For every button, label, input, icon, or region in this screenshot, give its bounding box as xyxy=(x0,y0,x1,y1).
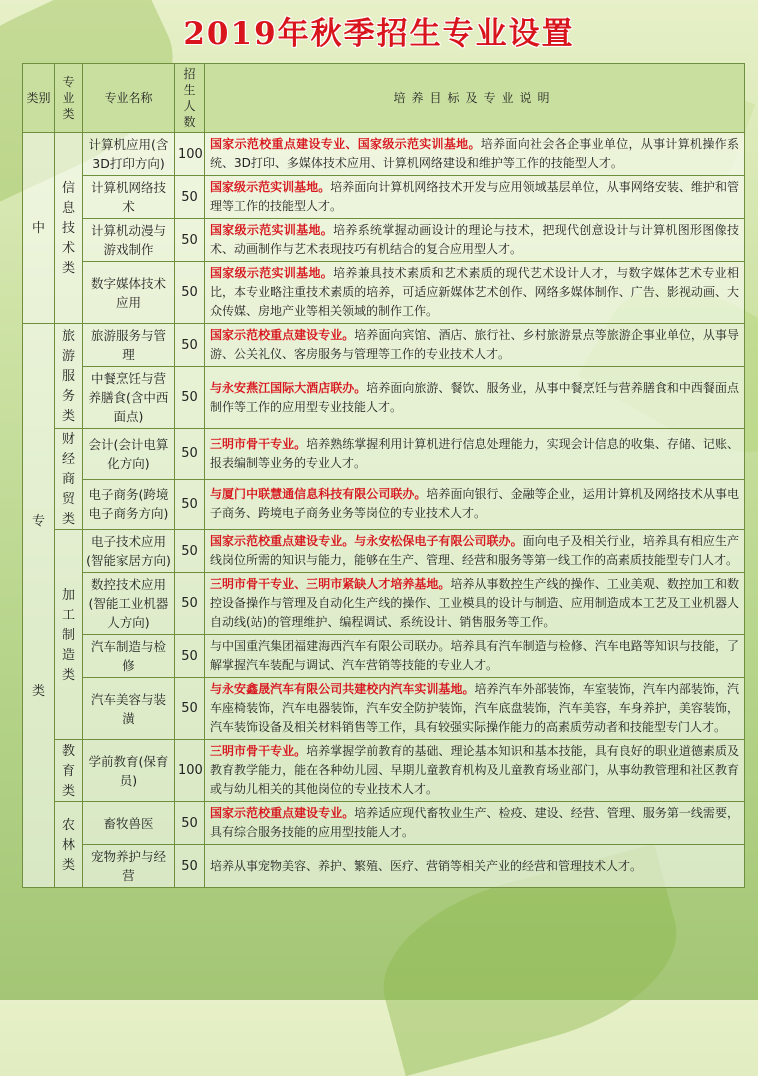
group-info-tech: 信息技术类 xyxy=(55,133,83,324)
enrollment-count: 50 xyxy=(175,176,205,219)
table-row xyxy=(23,530,745,573)
major-description: 与永安鑫晟汽车有限公司共建校内汽车实训基地。培养汽车外部装饰，车室装饰，汽车内部装饰，汽车座椅装饰，汽车电器装饰，汽车安全防护装饰，汽车底盘装饰，汽车美容，车身养护，美容装饰，汽车装饰设备及相关材料销售等工作，具有较强实际操作能力的高素质劳动者和技能型专门人才。 xyxy=(205,678,745,740)
table-row xyxy=(23,479,745,530)
major-description: 国家级示范实训基地。培养系统掌握动画设计的理论与技术，把现代创意设计与计算机图形图像技术、动画制作与艺术表现技巧有机结合的复合应用型人才。 xyxy=(205,219,745,262)
enrollment-count: 100 xyxy=(175,740,205,802)
header-category: 类别 xyxy=(23,64,55,133)
table-row xyxy=(23,573,745,635)
enrollment-count: 50 xyxy=(175,845,205,888)
major-description: 国家示范校重点建设专业。培养面向宾馆、酒店、旅行社、乡村旅游景点等旅游企事业单位，从事导游、公关礼仪、客房服务与管理等工作的专业技术人才。 xyxy=(205,324,745,367)
group-agriculture: 农林类 xyxy=(55,802,83,888)
table-row xyxy=(23,262,745,324)
major-description: 培养从事宠物美容、养护、繁殖、医疗、营销等相关产业的经营和管理技术人才。 xyxy=(205,845,745,888)
header-description: 培养目标及专业说明 xyxy=(205,64,745,133)
major-description: 国家示范校重点建设专业。与永安松保电子有限公司联办。面向电子及相关行业，培养具有相应生产线岗位所需的知识与能力，能够在生产、管理、经营和服务等第一线工作的高素质技能型专门人才。 xyxy=(205,530,745,573)
table-row xyxy=(23,635,745,678)
major-name: 会计(会计电算化方向) xyxy=(83,429,175,480)
major-description: 三明市骨干专业。培养掌握学前教育的基础、理论基本知识和基本技能，具有良好的职业道德素质及教育教学能力，能在各种幼儿园、早期儿童教育机构及儿童教育场业部门，从事幼教管理和社区教育或与幼儿相关的其他岗位的专业技术人才。 xyxy=(205,740,745,802)
enrollment-count: 50 xyxy=(175,219,205,262)
enrollment-count: 50 xyxy=(175,429,205,480)
enrollment-count: 50 xyxy=(175,262,205,324)
page-title: 2019年秋季招生专业设置 xyxy=(183,16,575,52)
header-subcategory: 专业类 xyxy=(55,64,83,133)
table-row xyxy=(23,133,745,176)
enrollment-count: 50 xyxy=(175,678,205,740)
table-row xyxy=(23,176,745,219)
table-row xyxy=(23,678,745,740)
enrollment-count: 50 xyxy=(175,573,205,635)
group-tourism: 旅游服务类 xyxy=(55,324,83,429)
major-name: 计算机网络技术 xyxy=(83,176,175,219)
major-name: 计算机应用(含3D打印方向) xyxy=(83,133,175,176)
major-description: 国家级示范实训基地。培养兼具技术素质和艺术素质的现代艺术设计人才，与数字媒体艺术专业相比，本专业略注重技术素质的培养，可适应新媒体艺术创作、网络多媒体制作、广告、影视动画、大众传媒、房地产业等相关领域的制作工作。 xyxy=(205,262,745,324)
major-name: 电子商务(跨境电子商务方向) xyxy=(83,479,175,530)
enrollment-count: 50 xyxy=(175,324,205,367)
enrollment-table-container xyxy=(22,63,744,888)
table-row xyxy=(23,429,745,480)
major-name: 汽车美容与装潢 xyxy=(83,678,175,740)
table-row xyxy=(23,740,745,802)
enrollment-count: 50 xyxy=(175,530,205,573)
table-row xyxy=(23,367,745,429)
enrollment-count: 50 xyxy=(175,802,205,845)
category-cell-top: 中 xyxy=(23,133,55,324)
major-name: 汽车制造与检修 xyxy=(83,635,175,678)
enrollment-count: 100 xyxy=(175,133,205,176)
group-finance: 财经商贸类 xyxy=(55,429,83,530)
major-description: 与厦门中联慧通信息科技有限公司联办。培养面向银行、金融等企业，运用计算机及网络技术从事电子商务、跨境电子商务业务等岗位的专业技术人才。 xyxy=(205,479,745,530)
table-row xyxy=(23,802,745,845)
table-row xyxy=(23,219,745,262)
major-name: 宠物养护与经营 xyxy=(83,845,175,888)
major-description: 与永安燕江国际大酒店联办。培养面向旅游、餐饮、服务业，从事中餐烹饪与营养膳食和中西餐面点制作等工作的应用型专业技能人才。 xyxy=(205,367,745,429)
major-description: 与中国重汽集团福建海西汽车有限公司联办。培养具有汽车制造与检修、汽车电路等知识与技能，了解掌握汽车装配与调试、汽车营销等技能的专业人才。 xyxy=(205,635,745,678)
enrollment-table xyxy=(22,63,745,888)
major-name: 电子技术应用(智能家居方向) xyxy=(83,530,175,573)
table-row xyxy=(23,324,745,367)
major-description: 国家级示范实训基地。培养面向计算机网络技术开发与应用领域基层单位，从事网络安装、维护和管理等工作的技能型人才。 xyxy=(205,176,745,219)
group-manufacturing: 加工制造类 xyxy=(55,530,83,740)
major-description: 国家示范校重点建设专业。培养适应现代畜牧业生产、检疫、建设、经营、管理、服务第一线需要，具有综合服务技能的应用型技能人才。 xyxy=(205,802,745,845)
header-enrollment: 招生人数 xyxy=(175,64,205,133)
category-cell-middle: 专 类 xyxy=(23,324,55,888)
major-name: 计算机动漫与游戏制作 xyxy=(83,219,175,262)
enrollment-count: 50 xyxy=(175,479,205,530)
major-name: 学前教育(保育员) xyxy=(83,740,175,802)
header-major-name: 专业名称 xyxy=(83,64,175,133)
major-name: 畜牧兽医 xyxy=(83,802,175,845)
major-name: 数控技术应用(智能工业机器人方向) xyxy=(83,573,175,635)
table-header-row xyxy=(23,64,745,133)
major-description: 三明市骨干专业、三明市紧缺人才培养基地。培养从事数控生产线的操作、工业美观、数控加工和数控设备操作与管理及自动化生产线的操作、工业模具的设计与制造、应用制造成本工艺及工业机器人自动线(站)的管理维护、编程调试、系统设计、销售服务等工作。 xyxy=(205,573,745,635)
major-description: 国家示范校重点建设专业、国家级示范实训基地。培养面向社会各企事业单位，从事计算机操作系统、3D打印、多媒体技术应用、计算机网络建设和维护等工作的技能型人才。 xyxy=(205,133,745,176)
major-description: 三明市骨干专业。培养熟练掌握利用计算机进行信息处理能力，实现会计信息的收集、存储、记账、报表编制等业务的专业人才。 xyxy=(205,429,745,480)
group-education: 教育类 xyxy=(55,740,83,802)
enrollment-count: 50 xyxy=(175,367,205,429)
major-name: 中餐烹饪与营养膳食(含中西面点) xyxy=(83,367,175,429)
major-name: 旅游服务与管理 xyxy=(83,324,175,367)
major-name: 数字媒体技术应用 xyxy=(83,262,175,324)
enrollment-count: 50 xyxy=(175,635,205,678)
table-row xyxy=(23,845,745,888)
